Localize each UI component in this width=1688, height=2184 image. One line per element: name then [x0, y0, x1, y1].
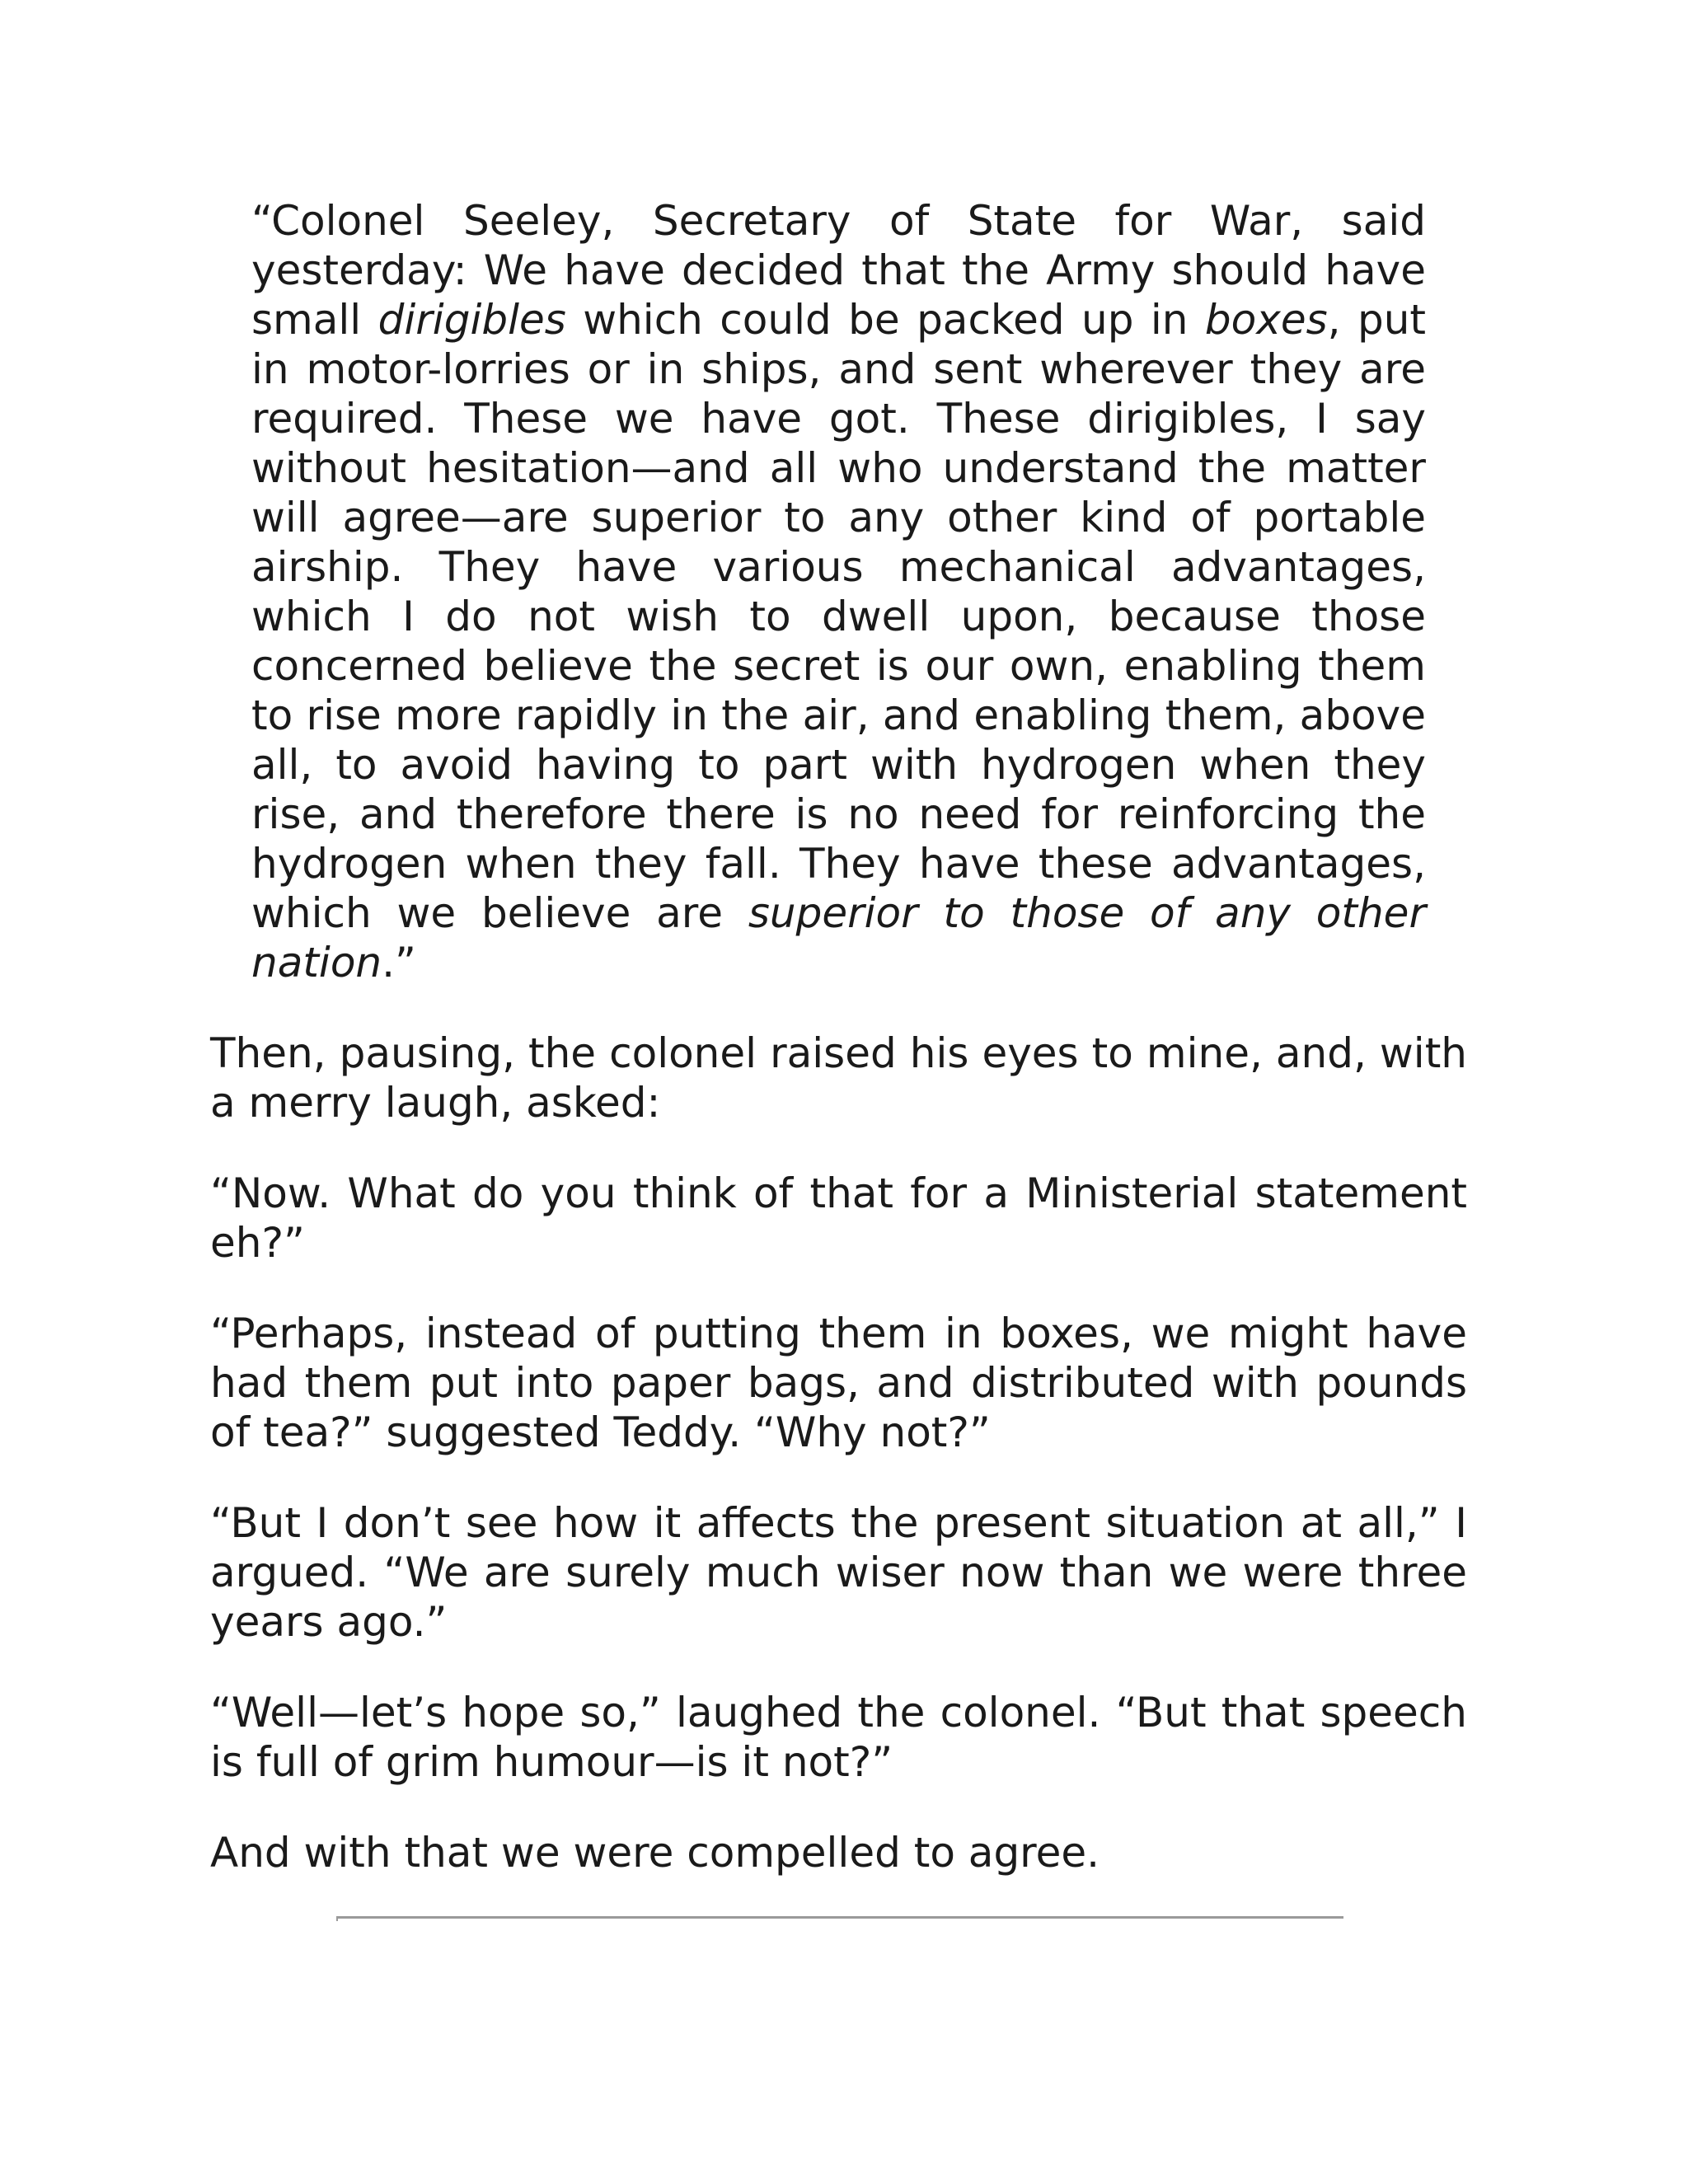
paragraph-ministerial-statement: “Now. What do you think of that for a Ministerial statement eh?”	[210, 1169, 1467, 1267]
quote-emphasis-boxes: boxes	[1204, 296, 1328, 344]
quote-text-3: , put in motor-lorries or in ships, and sent wherever they are required. These we have got. These dirigibles, I say without hesitation—and all who understand the matter will agree—are superior to any other kind of portable airship. They have various mechanical advantages, which I do not wish to dwell upon, because those concerned believe the secret is our own, enabling them to rise more rapidly in the air, and enabling them, above all, to avoid having to part with hydrogen when they rise, and therefore there is no need for reinforcing the hydrogen when they fall. They have these advantages, which we believe are	[251, 296, 1427, 937]
paragraph-narrator-argument: “But I don’t see how it affects the present situation at all,” I argued. “We are surely much wiser now than we were three years ago.”	[210, 1499, 1467, 1646]
quote-emphasis-superior: superior to those of any other nation	[251, 889, 1427, 987]
paragraph-teddy-suggestion: “Perhaps, instead of putting them in boxes, we might have had them put into paper bags, and distributed with pounds of tea?” suggested Teddy. “Why not?”	[210, 1310, 1467, 1456]
quote-text-4: .”	[382, 939, 416, 987]
block-quote	[251, 196, 1426, 987]
quote-text-1: “Colonel Seeley, Secretary of State for War, said yesterday: We have decided that the Army should have small	[251, 197, 1426, 344]
document-body	[210, 196, 1467, 1877]
quote-emphasis-dirigibles: dirigibles	[377, 296, 566, 344]
quote-text-2: which could be packed up in	[565, 296, 1205, 344]
paragraph-colonel-laugh: “Well—let’s hope so,” laughed the colonel. “But that speech is full of grim humour—is it not?”	[210, 1689, 1467, 1786]
horizontal-rule	[336, 1916, 1343, 1921]
paragraph-colonel-pausing: Then, pausing, the colonel raised his eyes to mine, and, with a merry laugh, asked:	[210, 1029, 1467, 1127]
paragraph-closing: And with that we were compelled to agree.	[210, 1829, 1100, 1877]
